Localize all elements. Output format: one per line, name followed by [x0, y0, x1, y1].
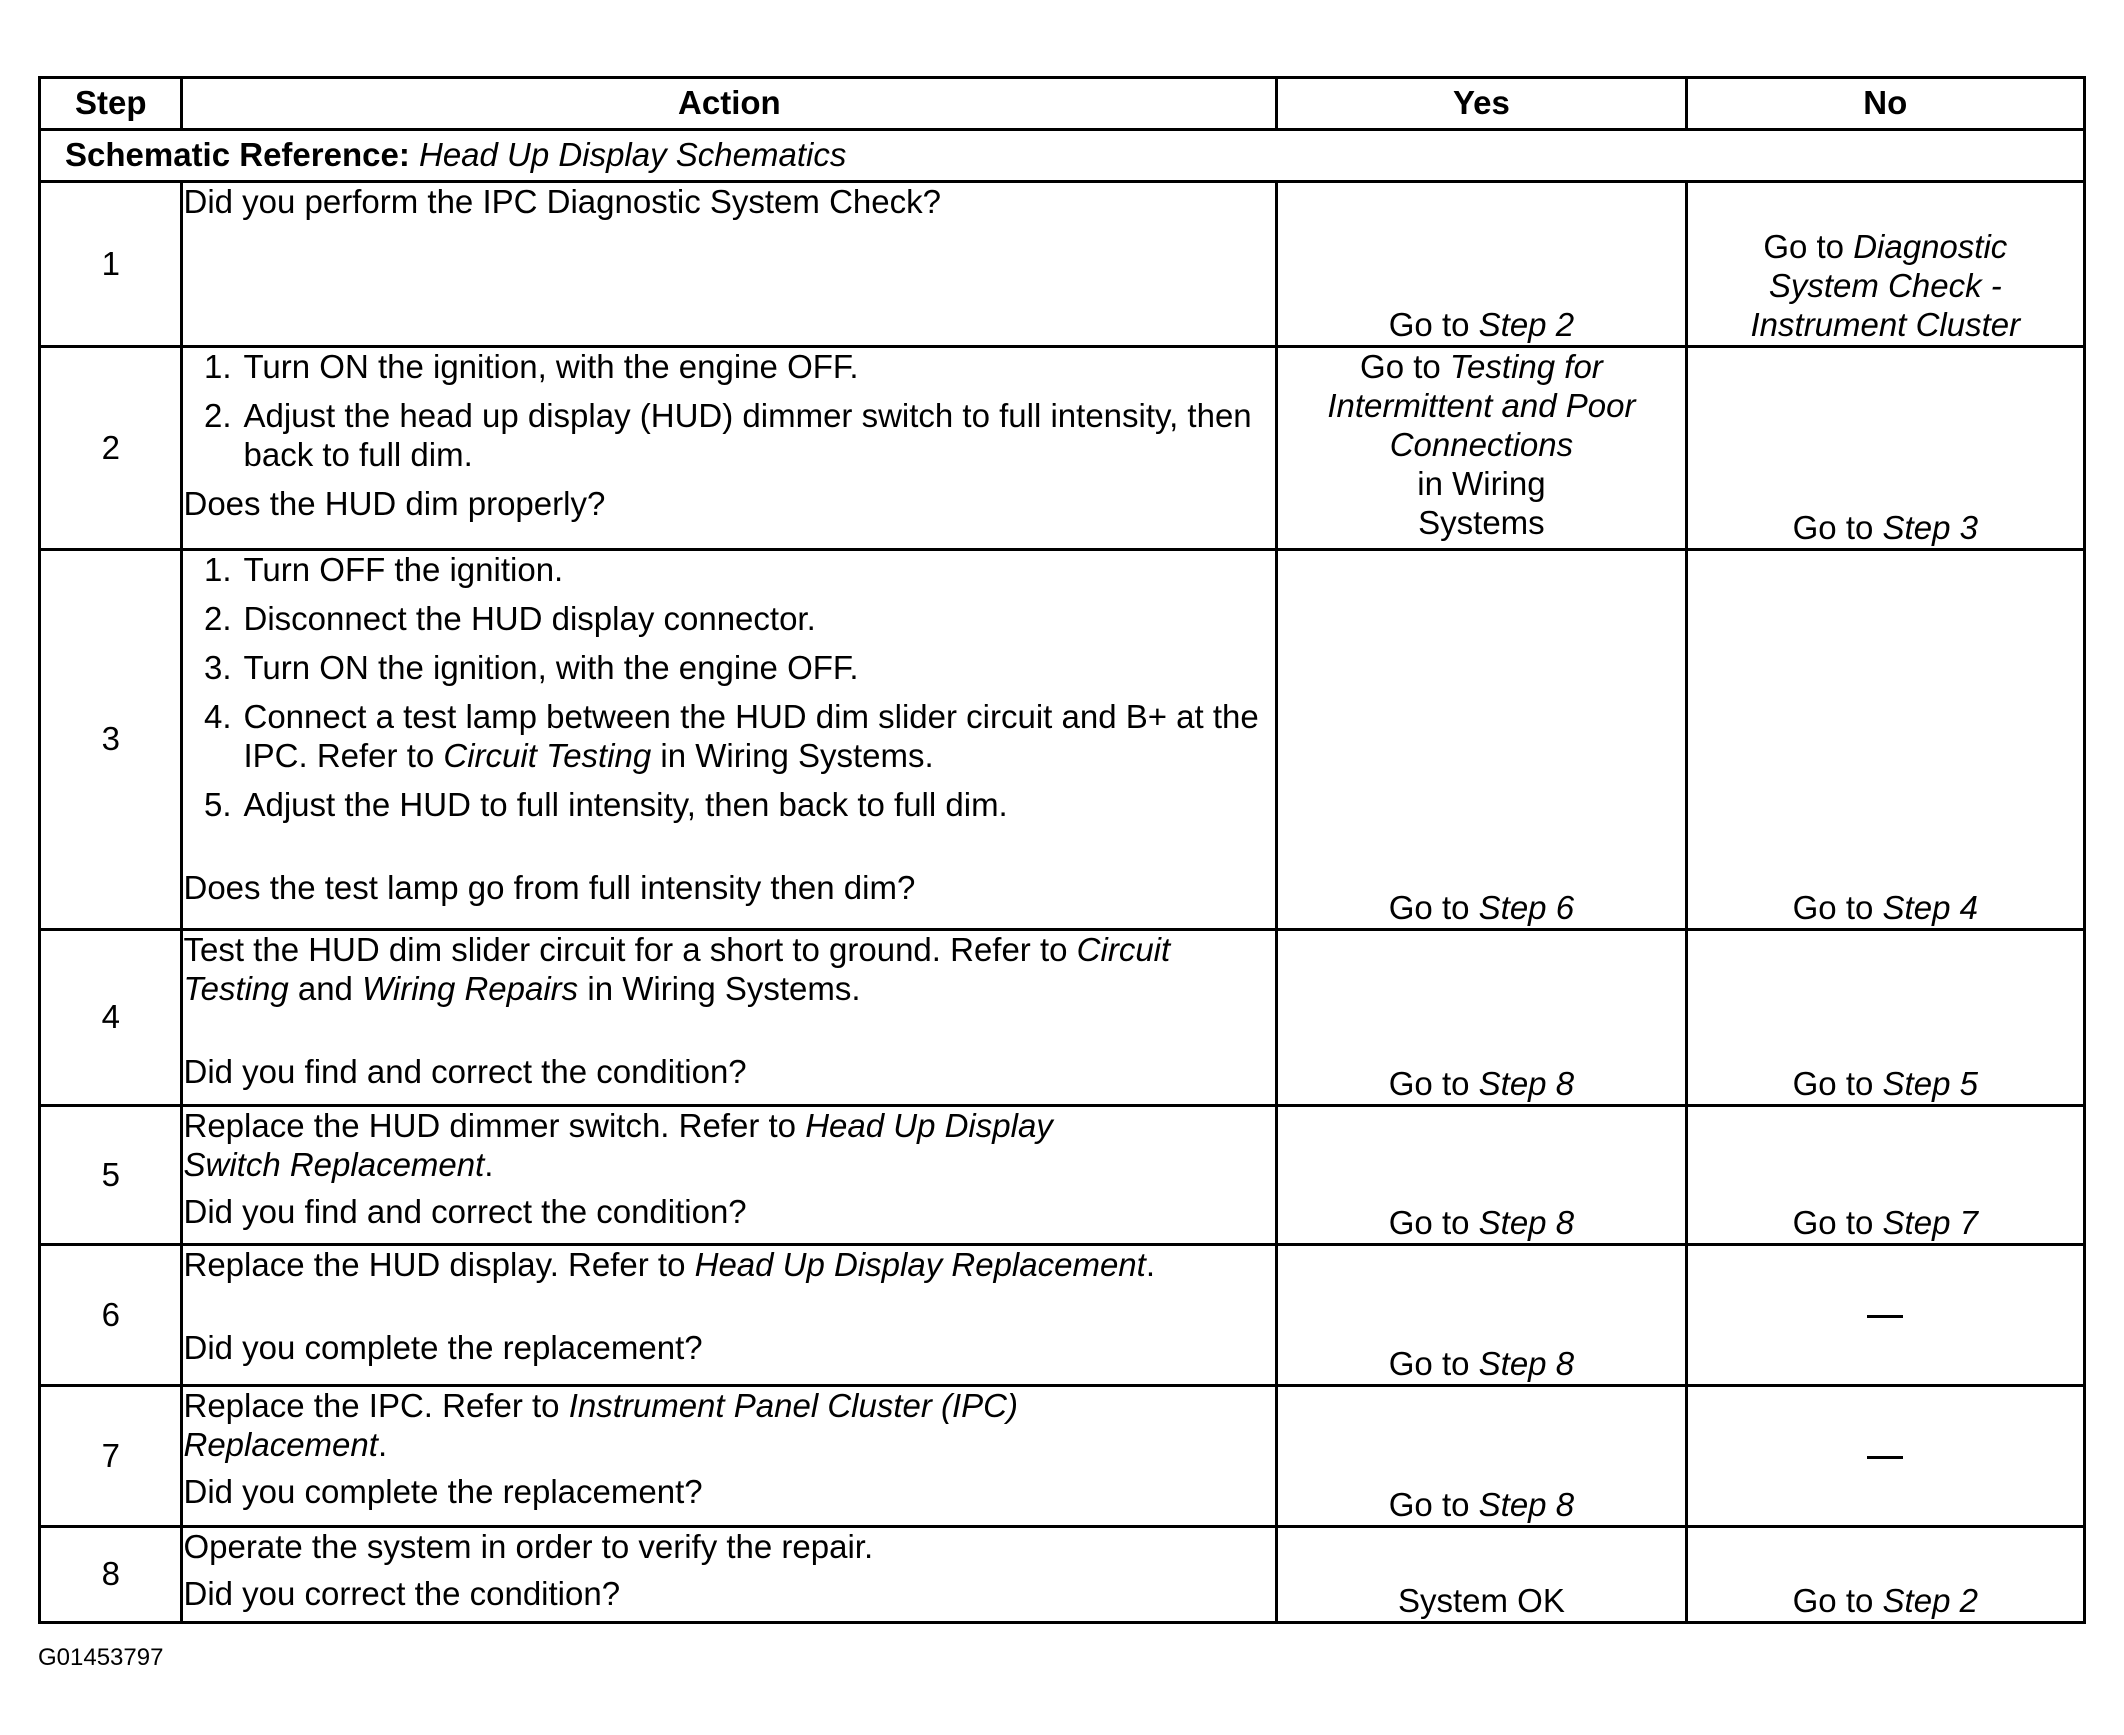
yes-text: Systems: [1418, 503, 1545, 541]
no-text: Go to: [1792, 1582, 1883, 1620]
action-question: Did you correct the condition?: [183, 1574, 621, 1612]
action-cell: [182, 1386, 1277, 1527]
action-cell: [182, 1527, 1277, 1623]
no-link[interactable]: Step 4: [1882, 889, 1978, 927]
action-question: Did you complete the replacement?: [183, 1328, 703, 1366]
action-text: Replace the HUD display. Refer to: [183, 1246, 695, 1283]
no-text: Go to: [1792, 1204, 1883, 1242]
action-text: Replace the IPC. Refer to: [183, 1387, 569, 1424]
yes-link[interactable]: Step 2: [1478, 306, 1575, 344]
yes-link[interactable]: Connections: [1389, 425, 1574, 463]
no-link[interactable]: Step 7: [1882, 1204, 1978, 1242]
action-link[interactable]: Circuit Testing: [183, 931, 1171, 1007]
header-step: Step: [40, 78, 182, 130]
action-step-item: Disconnect the HUD display connector.: [243, 599, 816, 637]
no-cell: [1686, 930, 2084, 1106]
step-number: 1: [40, 182, 182, 347]
table-row: [40, 1106, 2085, 1245]
action-cell: [182, 182, 1277, 347]
action-question: Does the HUD dim properly?: [183, 484, 606, 522]
action-text: in Wiring Systems.: [651, 736, 934, 774]
yes-cell: [1277, 550, 1686, 930]
diagnostic-table: [38, 76, 2086, 1624]
yes-link[interactable]: Step 8: [1478, 1065, 1575, 1103]
action-text: .: [484, 1145, 494, 1183]
yes-text: Go to: [1388, 1345, 1479, 1383]
action-question: Did you find and correct the condition?: [183, 1192, 747, 1230]
action-text: in Wiring Systems.: [578, 969, 861, 1007]
yes-link[interactable]: Intermittent and Poor: [1327, 386, 1636, 424]
schematic-reference-row: [40, 130, 2085, 182]
yes-link[interactable]: Step 8: [1478, 1345, 1575, 1383]
action-question: Did you complete the replacement?: [183, 1472, 703, 1510]
no-link[interactable]: Step 2: [1882, 1582, 1978, 1620]
no-link[interactable]: System Check -: [1768, 267, 2002, 305]
yes-text: Go to: [1388, 889, 1479, 927]
action-cell: [182, 1106, 1277, 1245]
no-cell: [1686, 550, 2084, 930]
no-cell: [1686, 182, 2084, 347]
action-cell: [182, 1245, 1277, 1386]
action-question: Does the test lamp go from full intensity then dim?: [183, 868, 916, 906]
no-cell: [1686, 1527, 2084, 1623]
action-text-block: [183, 1107, 1275, 1185]
action-link[interactable]: Circuit Testing: [443, 736, 652, 774]
no-cell: [1686, 1106, 2084, 1245]
action-question: Did you find and correct the condition?: [183, 1052, 747, 1090]
yes-text: Go to: [1388, 1486, 1479, 1524]
yes-link[interactable]: Step 8: [1478, 1486, 1575, 1524]
action-steps: [183, 551, 1275, 825]
action-step-item: Turn ON the ignition, with the engine OFF.: [243, 348, 859, 385]
yes-link[interactable]: Step 6: [1478, 889, 1575, 927]
step-number: 3: [40, 550, 182, 930]
no-link[interactable]: Instrument Cluster: [1750, 306, 2021, 344]
header-row: [40, 78, 2085, 130]
action-text: .: [377, 1425, 388, 1463]
figure-id: G01453797: [38, 1644, 164, 1671]
action-text: Replace the HUD dimmer switch. Refer to: [183, 1107, 806, 1144]
table-row: [40, 1386, 2085, 1527]
action-link[interactable]: Head Up Display Switch Replacement: [183, 1107, 1053, 1183]
action-text-block: [183, 1387, 1275, 1465]
header-yes: Yes: [1277, 78, 1686, 130]
action-cell: [182, 347, 1277, 550]
yes-link[interactable]: Step 8: [1478, 1204, 1575, 1242]
no-cell: [1686, 1245, 2084, 1386]
yes-link[interactable]: Testing for: [1449, 348, 1603, 385]
no-text: Go to: [1792, 889, 1883, 927]
step-number: 7: [40, 1386, 182, 1527]
table-row: [40, 1245, 2085, 1386]
step-number: 6: [40, 1245, 182, 1386]
table-row: [40, 1527, 2085, 1623]
table-row: [40, 930, 2085, 1106]
yes-cell: [1277, 182, 1686, 347]
action-cell: [182, 930, 1277, 1106]
action-link[interactable]: Instrument Panel Cluster (IPC) Replacement: [183, 1387, 1019, 1463]
yes-text: System OK: [1397, 1582, 1565, 1620]
table-row: [40, 347, 2085, 550]
schematic-link[interactable]: Head Up Display Schematics: [419, 136, 847, 174]
dash-icon: [1867, 1315, 1903, 1318]
table-row: [40, 182, 2085, 347]
header-no: No: [1686, 78, 2084, 130]
action-text: Test the HUD dim slider circuit for a short to ground. Refer to: [183, 931, 1077, 968]
yes-text: Go to: [1360, 348, 1450, 385]
no-link[interactable]: Step 3: [1882, 509, 1978, 547]
no-link[interactable]: Step 5: [1882, 1065, 1978, 1103]
step-number: 2: [40, 347, 182, 550]
header-action: Action: [182, 78, 1277, 130]
yes-text: in Wiring: [1417, 464, 1546, 502]
action-text: Connect a test lamp between the HUD dim slider circuit and B+ at the IPC. Refer to: [243, 697, 1259, 774]
action-step-item: [243, 698, 1275, 776]
no-link[interactable]: Diagnostic: [1853, 228, 2008, 266]
step-number: 5: [40, 1106, 182, 1245]
action-step-item: Turn OFF the ignition.: [243, 551, 564, 588]
schematic-label: Schematic Reference:: [65, 136, 410, 174]
no-cell: [1686, 347, 2084, 550]
yes-cell: [1277, 1386, 1686, 1527]
action-steps: [183, 348, 1275, 475]
action-question: Did you perform the IPC Diagnostic System Check?: [183, 183, 941, 220]
yes-cell: [1277, 1527, 1686, 1623]
yes-text: Go to: [1388, 1204, 1479, 1242]
no-text: Go to: [1763, 228, 1854, 266]
yes-text: Go to: [1388, 1065, 1479, 1103]
action-step-item: Turn ON the ignition, with the engine OFF.: [243, 648, 859, 686]
yes-text: Go to: [1388, 306, 1479, 344]
yes-cell: [1277, 930, 1686, 1106]
no-text: Go to: [1792, 509, 1883, 547]
action-text-block: Operate the system in order to verify the repair.: [183, 1528, 874, 1565]
schematic-reference: [40, 130, 2085, 182]
action-text: .: [1145, 1246, 1156, 1283]
action-text: and: [288, 969, 363, 1007]
dash-icon: [1867, 1456, 1903, 1459]
yes-cell: [1277, 347, 1686, 550]
step-number: 4: [40, 930, 182, 1106]
yes-cell: [1277, 1106, 1686, 1245]
action-step-item: Adjust the HUD to full intensity, then back to full dim.: [243, 785, 1008, 823]
action-cell: [182, 550, 1277, 930]
action-link[interactable]: Head Up Display Replacement: [694, 1246, 1146, 1283]
no-cell: [1686, 1386, 2084, 1527]
no-text: Go to: [1792, 1065, 1883, 1103]
step-number: 8: [40, 1527, 182, 1623]
action-text-block: [183, 931, 1275, 1009]
action-step-item: Adjust the head up display (HUD) dimmer switch to full intensity, then back to full dim.: [243, 396, 1252, 473]
action-text-block: [183, 1246, 1275, 1285]
yes-cell: [1277, 1245, 1686, 1386]
action-link[interactable]: Wiring Repairs: [362, 969, 579, 1007]
table-row: [40, 550, 2085, 930]
